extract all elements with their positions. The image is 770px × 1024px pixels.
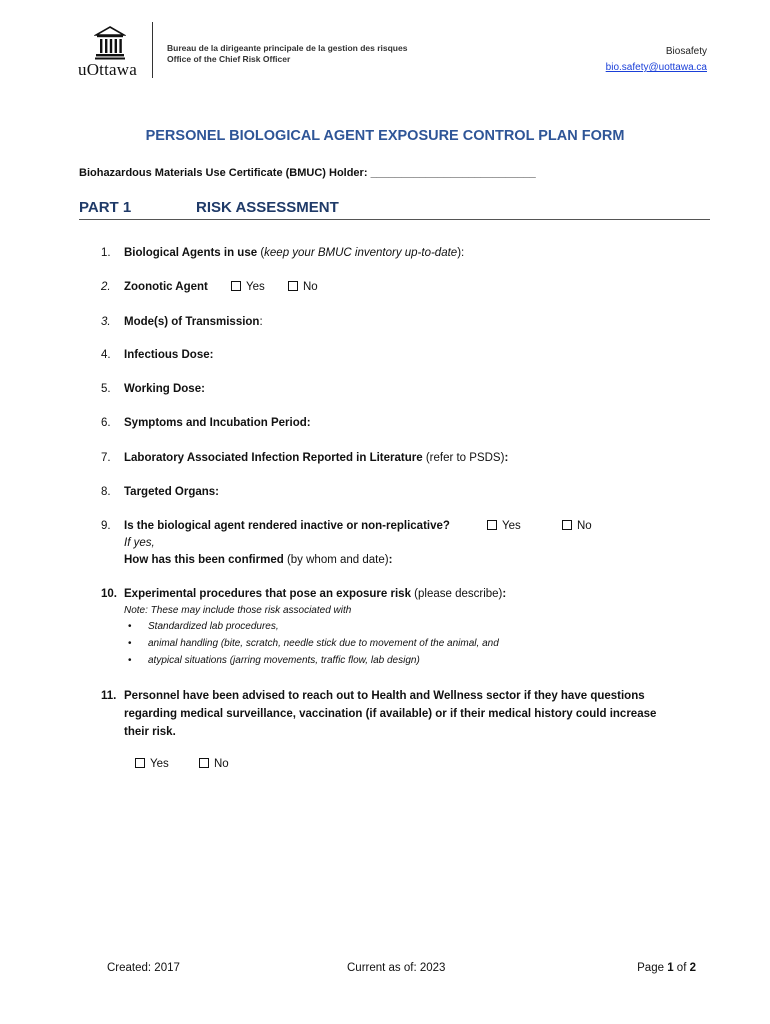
checkbox-icon: [562, 520, 572, 530]
question-line-1: Personnel have been advised to reach out to Health and Wellness sector if they have questions: [124, 690, 645, 702]
page-total: 2: [689, 962, 696, 974]
zoonotic-yes-checkbox[interactable]: [231, 281, 265, 293]
page-prefix: Page: [637, 962, 668, 974]
option-label: No: [577, 520, 592, 532]
question-number: 8.: [101, 486, 111, 498]
form-title: PERSONEL BIOLOGICAL AGENT EXPOSURE CONTROL PLAN FORM: [145, 128, 625, 144]
procedures-note: Note: These may include those risk associated with: [124, 605, 352, 616]
question-line-3: their risk.: [124, 726, 176, 738]
question-tail: :: [504, 452, 509, 464]
bullet-icon: •: [128, 621, 132, 632]
question-number: 11.: [101, 690, 117, 702]
question-number: 4.: [101, 349, 111, 361]
question-hint: (refer to PSDS): [422, 452, 505, 464]
question-5: [101, 383, 205, 395]
bmuc-holder-blank: ___________________________: [370, 167, 536, 179]
question-number: 7.: [101, 452, 111, 464]
checkbox-icon: [135, 758, 145, 768]
page-current: 1: [667, 962, 674, 974]
part-label: PART 1: [79, 199, 132, 216]
inactive-yes-checkbox[interactable]: [487, 520, 521, 532]
department-name: Biosafety: [665, 46, 707, 57]
question-hint: (please describe): [410, 588, 503, 600]
question-label: Biological Agents in use: [124, 247, 258, 259]
zoonotic-no-checkbox[interactable]: [288, 281, 318, 293]
university-logo-text: uOttawa: [78, 60, 137, 79]
question-label: Laboratory Associated Infection Reported in Literature: [124, 452, 423, 464]
advised-no-checkbox[interactable]: [199, 758, 229, 770]
question-3: [101, 316, 263, 328]
question-label: Zoonotic Agent: [124, 281, 208, 293]
question-number: 1.: [101, 247, 111, 259]
part-title: RISK ASSESSMENT: [196, 199, 339, 216]
if-yes-label: [124, 537, 155, 549]
question-number: 9.: [101, 520, 111, 532]
option-label: No: [303, 281, 318, 293]
confirmation-question: [124, 554, 392, 566]
procedure-bullet: [128, 621, 279, 632]
confirmation-tail: :: [388, 554, 393, 566]
question-number: 6.: [101, 417, 111, 429]
question-number: 2.: [101, 281, 111, 293]
question-label: Is the biological agent rendered inactive or non-replicative?: [124, 520, 450, 532]
if-yes-text: If yes,: [124, 537, 155, 549]
question-9: [101, 520, 450, 532]
footer-created: Created: 2017: [107, 962, 180, 974]
checkbox-icon: [231, 281, 241, 291]
option-label: No: [214, 758, 229, 770]
page-of: of: [673, 962, 690, 974]
part-divider: [79, 219, 710, 220]
bullet-text: animal handling (bite, scratch, needle stick due to movement of the animal, and: [148, 638, 499, 649]
question-11: [101, 687, 701, 741]
bullet-text: atypical situations (jarring movements, traffic flow, lab design): [148, 655, 420, 666]
question-tail: :: [259, 316, 263, 328]
checkbox-icon: [199, 758, 209, 768]
question-6: [101, 417, 311, 429]
footer-page-number: [637, 962, 696, 974]
question-paren: (: [257, 247, 265, 259]
university-building-icon: [94, 26, 126, 60]
question-10: [101, 588, 506, 600]
checkbox-icon: [487, 520, 497, 530]
procedure-bullet: [128, 655, 420, 666]
inactive-no-checkbox[interactable]: [562, 520, 592, 532]
question-number: 5.: [101, 383, 111, 395]
question-label: Working Dose:: [124, 383, 205, 395]
procedure-bullet: [128, 638, 499, 649]
question-hint: keep your BMUC inventory up-to-date: [264, 247, 458, 259]
question-label: Targeted Organs:: [124, 486, 219, 498]
option-label: Yes: [150, 758, 169, 770]
bmuc-holder-field[interactable]: [79, 167, 536, 179]
question-7: [101, 452, 508, 464]
question-tail: :: [502, 588, 507, 600]
question-2: [101, 281, 208, 293]
bullet-icon: •: [128, 638, 132, 649]
question-label: Infectious Dose:: [124, 349, 214, 361]
office-name-french: Bureau de la dirigeante principale de la gestion des risques: [167, 43, 408, 53]
confirmation-label: How has this been confirmed: [124, 554, 284, 566]
contact-email-link[interactable]: bio.safety@uottawa.ca: [605, 62, 707, 73]
checkbox-icon: [288, 281, 298, 291]
header-divider: [152, 22, 153, 78]
question-tail: ):: [457, 247, 465, 259]
footer-current: Current as of: 2023: [347, 962, 446, 974]
question-number: 3.: [101, 316, 111, 328]
option-label: Yes: [246, 281, 265, 293]
bmuc-holder-label: Biohazardous Materials Use Certificate (BMUC) Holder:: [79, 167, 368, 179]
advised-yes-checkbox[interactable]: [135, 758, 169, 770]
question-label: Mode(s) of Transmission: [124, 316, 260, 328]
question-number: 10.: [101, 588, 117, 600]
confirmation-hint: (by whom and date): [283, 554, 389, 566]
option-label: Yes: [502, 520, 521, 532]
office-name-english: Office of the Chief Risk Officer: [167, 54, 291, 64]
question-4: [101, 349, 213, 361]
bullet-icon: •: [128, 655, 132, 666]
question-label: Symptoms and Incubation Period:: [124, 417, 311, 429]
question-label: Experimental procedures that pose an exposure risk: [124, 588, 411, 600]
question-1: [101, 247, 464, 259]
question-line-2: regarding medical surveillance, vaccination (if available) or if their medical history could increase: [124, 708, 657, 720]
question-8: [101, 486, 219, 498]
bullet-text: Standardized lab procedures,: [148, 621, 279, 632]
